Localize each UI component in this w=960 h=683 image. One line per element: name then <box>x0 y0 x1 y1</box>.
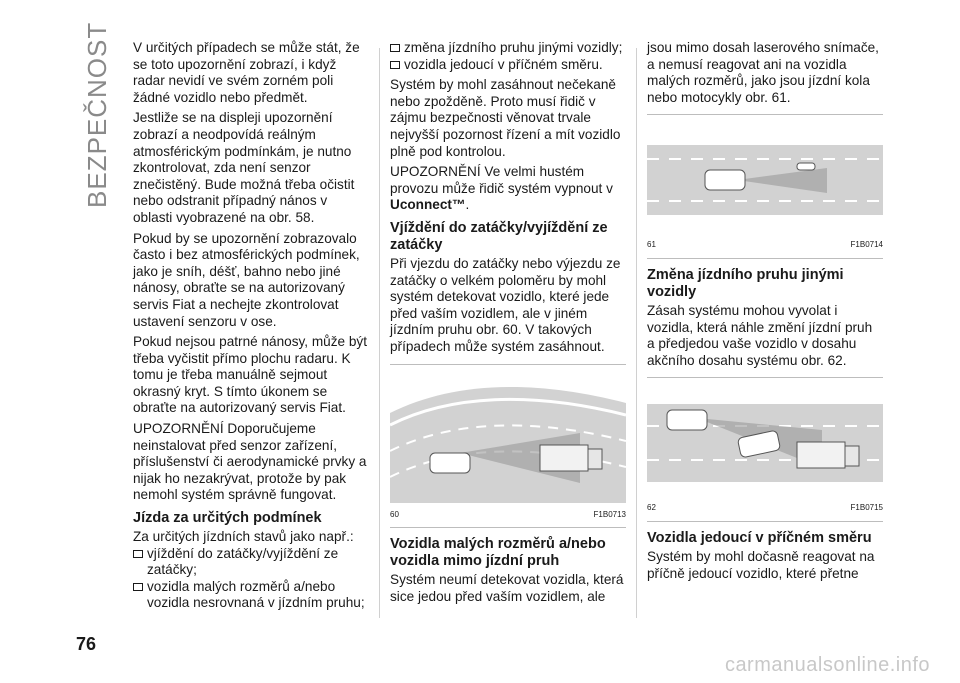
list-item-text: vozidla jedoucí v příčném směru. <box>404 56 603 72</box>
warning-paragraph: UPOZORNĚNÍ Doporučujeme neinstalovat před senzor zařízení, příslušenství či aerodynamické prvky a nijak ho nezakrývat, protože by pak nemohl systém správně fungovat. <box>133 421 367 503</box>
column-divider <box>379 48 380 618</box>
paragraph: Jestliže se na displeji upozornění zobrazí a neodpovídá reálným atmosférickým podmínkám, je nutno zkontrolovat, zda není senzor znečistěný. Bude možná třeba očistit nebo odstranit případný nános v oblasti vyobrazené na obr. 58. <box>133 110 355 225</box>
paragraph: Při vjezdu do zatáčky nebo výjezdu ze zatáčky o velkém poloměru by mohl systém detekovat vozidlo, které jede před vaším vozidlem, ale v jiném jízdním pruhu obr. 60. V takových případech může systém zasáhnout. <box>390 255 621 354</box>
paragraph: Zásah systému mohou vyvolat i vozidla, která náhle změní jízdní pruh a předjedou vaše vozidlo v dosahu akčního dosahu systému obr. 62. <box>647 302 873 368</box>
column-3 <box>647 40 883 586</box>
page-number: 76 <box>76 634 97 654</box>
paragraph: jsou mimo dosah laserového snímače, a nemusí reagovat ani na vozidla malých rozměrů, jako jsou jízdní kola nebo motocykly obr. 61. <box>647 40 879 105</box>
watermark: carmanualsonline.info <box>724 654 930 676</box>
figure-60 <box>390 364 626 529</box>
figure-number: 61 <box>647 240 656 250</box>
list-item <box>390 40 626 57</box>
section-heading: Změna jízdního pruhu jinými vozidly <box>647 266 844 300</box>
figure-code: F1B0715 <box>850 503 883 513</box>
lane-change-illustration <box>647 386 883 496</box>
warning-text: UPOZORNĚNÍ Ve velmi hustém provozu může řidič systém vypnout v <box>390 164 613 196</box>
figure-caption <box>647 500 883 517</box>
section-heading: Jízda za určitých podmínek <box>133 510 322 527</box>
list-item-text: vjíždění do zatáčky/vyjíždění ze zatáčky; <box>147 545 339 578</box>
warning-paragraph <box>390 164 626 214</box>
column-2 <box>390 40 626 609</box>
list-item <box>390 57 626 74</box>
column-divider <box>636 48 637 618</box>
section-heading: Vozidla jedoucí v příčném směru <box>647 529 872 546</box>
section-heading: Vjíždění do zatáčky/vyjíždění ze zatáčky <box>390 219 608 253</box>
paragraph: Za určitých jízdních stavů jako např.: <box>133 529 354 545</box>
figure-code: F1B0713 <box>593 509 626 519</box>
checkbox-bullet-icon <box>390 61 400 69</box>
paragraph: Pokud nejsou patrné nánosy, může být třeba vyčistit přímo plochu radaru. K tomu je třeba manuálně sejmout okrasný kryt. S tímto úkonem se obraťte na autorizovaný servis Fiat. <box>133 334 368 416</box>
paragraph: Systém by mohl dočasně reagovat na příčně jedoucí vozidlo, které přetne <box>647 548 875 581</box>
section-title <box>82 21 112 208</box>
figure-number: 62 <box>647 503 656 513</box>
paragraph: V určitých případech se může stát, že se toto upozornění zobrazí, i když radar nevidí ve svém zorném poli žádné vozidlo nebo předmět. <box>133 40 360 105</box>
checkbox-bullet-icon <box>133 550 143 558</box>
list-item <box>133 546 369 579</box>
figure-caption <box>647 237 883 254</box>
checkbox-bullet-icon <box>133 583 143 591</box>
figure-number: 60 <box>390 509 399 519</box>
paragraph: Systém neumí detekovat vozidla, která sice jedou před vaším vozidlem, ale <box>390 572 624 604</box>
figure-61 <box>647 114 883 259</box>
column-1 <box>133 40 369 612</box>
warning-text-end: . <box>465 197 470 213</box>
figure-caption <box>390 507 626 524</box>
list-item-text: vozidla malých rozměrů a/nebo vozidla nesrovnaná v jízdním pruhu; <box>147 578 365 611</box>
motorcycle-road-illustration <box>647 123 883 233</box>
list-item-text: změna jízdního pruhu jinými vozidly; <box>404 40 623 55</box>
section-heading: Vozidla malých rozměrů a/nebo vozidla mimo jízdní pruh <box>390 536 606 570</box>
curve-road-illustration <box>390 373 626 503</box>
figure-code: F1B0714 <box>850 240 883 250</box>
figure-62 <box>647 377 883 522</box>
uconnect-brand: Uconnect™ <box>390 197 466 213</box>
paragraph: Pokud by se upozornění zobrazovalo často i bez atmosférických podmínek, jako je sníh, déšť, bahno nebo jiné nánosy, obraťte se na autorizovaný servis Fiat a nechejte zkontrolovat ustavení senzoru v ose. <box>133 230 360 329</box>
paragraph: Systém by mohl zasáhnout nečekaně nebo zpožděně. Proto musí řidič v zájmu bezpečnosti věnovat trvale nejvyšší pozornost řízení a mít vozidlo plně pod kontrolou. <box>390 77 621 159</box>
checkbox-bullet-icon <box>390 44 400 52</box>
section-title-text: BEZPEČNOST <box>82 21 112 208</box>
list-item <box>133 579 369 612</box>
